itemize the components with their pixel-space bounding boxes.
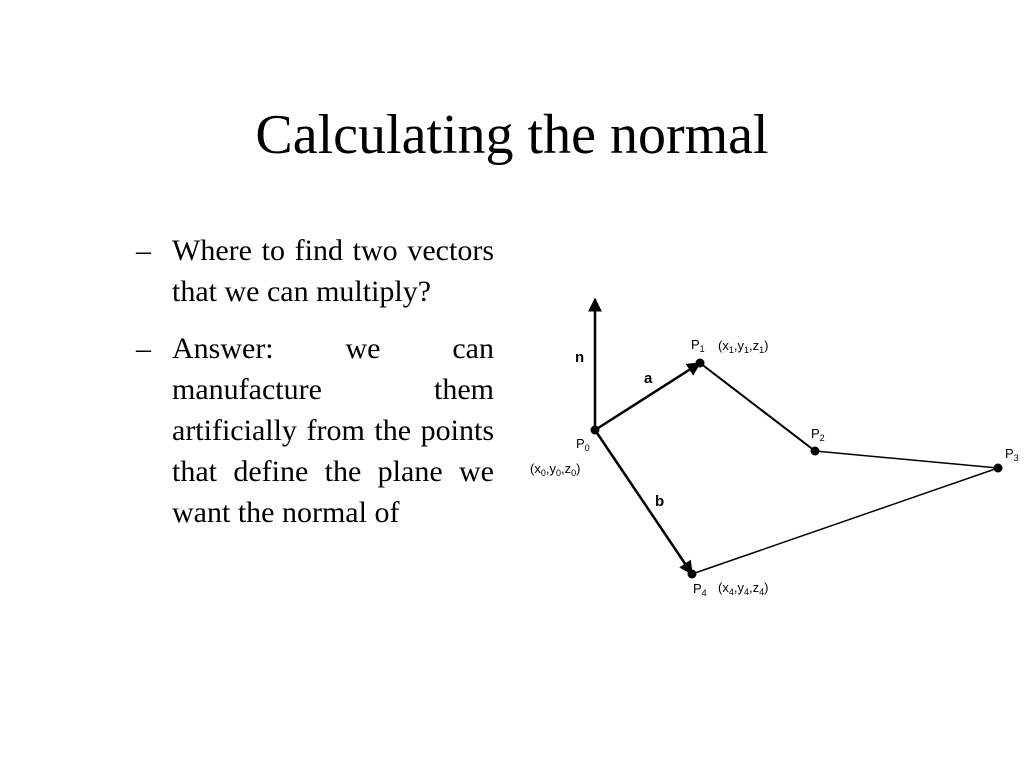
bullet-dash: – [136, 234, 151, 267]
slide-title: Calculating the normal [255, 104, 769, 166]
vector-a-label: a [644, 370, 653, 387]
p1-coordinates: $(x_1,y_1,z_1)$ [718, 338, 769, 355]
point-p1 [696, 359, 705, 368]
edge-p1-p2 [700, 363, 815, 451]
p4-coordinates: $(x_4,y_4,z_4)$ [718, 580, 769, 597]
bullet-text: Answer: we can manufacture them artificially from the points that define the plane we want the normal of [172, 332, 494, 529]
point-p0 [591, 426, 600, 435]
p4-label: $P_4$ [693, 581, 707, 598]
p3-label: $P_3$ [1005, 446, 1019, 463]
p0-label: $P_0$ [576, 436, 590, 453]
point-p3 [994, 464, 1003, 473]
point-p4 [688, 570, 697, 579]
vector-b [595, 430, 692, 574]
p2-label: $P_2$ [811, 426, 825, 443]
vector-b-label: b [655, 493, 665, 510]
p1-label: $P_1$ [691, 337, 705, 354]
bullet-text: Where to find two vectors that we can multiply? [172, 234, 494, 308]
edge-p3-p4 [692, 468, 998, 574]
normal-label: n [575, 349, 585, 366]
p0-coordinates: $(x_0,y_0,z_0)$ [530, 461, 581, 478]
edge-p2-p3 [815, 451, 998, 468]
point-p2 [811, 447, 820, 456]
bullet-dash: – [136, 332, 151, 365]
